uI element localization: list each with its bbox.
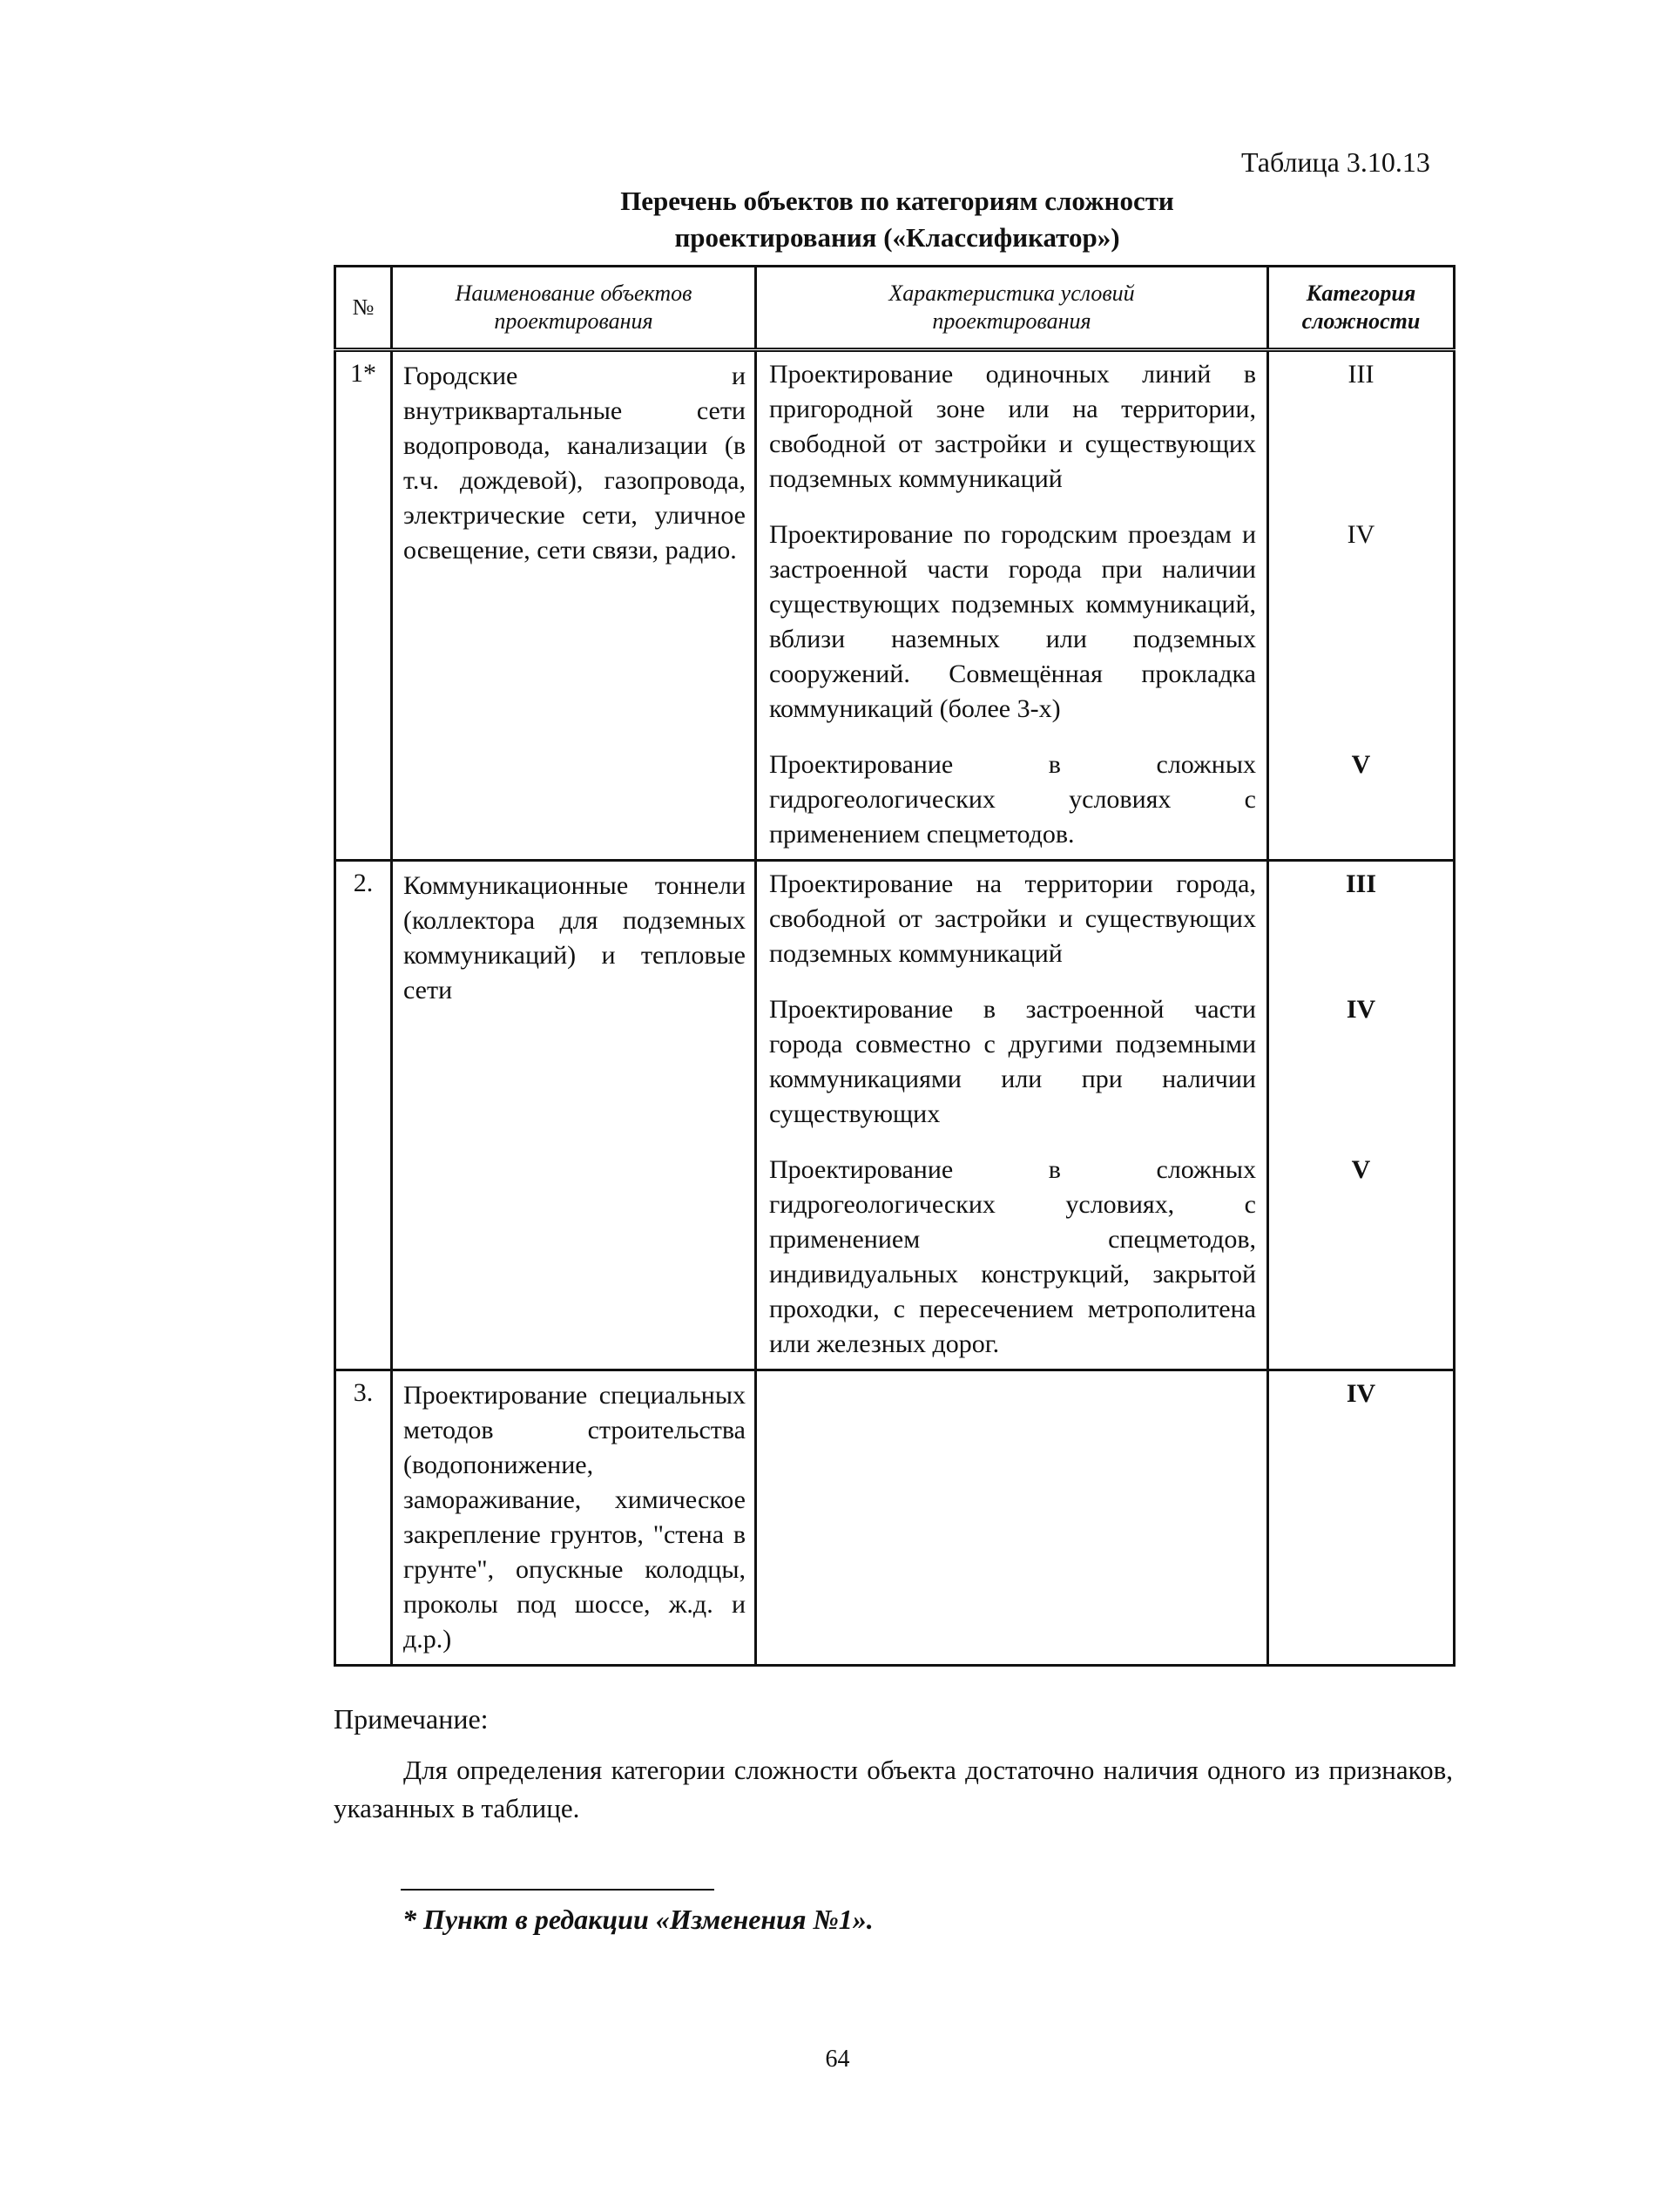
header-conditions [756, 267, 1268, 350]
page-number: 64 [825, 2046, 850, 2073]
table-row [335, 350, 1455, 861]
row-number: 3. [335, 1370, 392, 1666]
header-category-line-1: Категория [1306, 281, 1416, 306]
header-category-line-2: сложности [1301, 308, 1421, 334]
category-cell [1268, 1370, 1455, 1666]
header-conditions-line-1: Характеристика условий [888, 281, 1135, 306]
condition-text: Проектирование на территории города, свободной от застройки и существующих подземных коммуникаций [769, 869, 1256, 968]
category-cell [1268, 350, 1455, 861]
category-value: V [1351, 750, 1371, 779]
table-row [335, 861, 1455, 1370]
header-object-name-line-1: Наименование объектов [455, 281, 692, 306]
table-row [335, 1370, 1455, 1666]
category-cell [1268, 861, 1455, 1370]
classifier-table [334, 265, 1455, 1667]
row-number: 2. [335, 861, 392, 1370]
object-name: Проектирование специальных методов строительства (водопонижение, замораживание, химическое закрепление грунтов, "стена в грунте", опускные колодцы, проколы под шоссе, ж.д. и д.р.) [392, 1370, 756, 1666]
header-conditions-line-2: проектирования [932, 308, 1091, 334]
header-object-name [392, 267, 756, 350]
conditions-cell [756, 861, 1268, 1370]
footnote-divider [401, 1889, 714, 1891]
condition-text: Проектирование в сложных гидрогеологических условиях, с применением спецметодов, индивидуальных конструкций, закрытой проходки, с пересечением метрополитена или железных дорог. [769, 1155, 1256, 1358]
title-line-1: Перечень объектов по категориям сложности [620, 186, 1174, 216]
object-name: Коммуникационные тоннели (коллектора для подземных коммуникаций) и тепловые сети [392, 861, 756, 1370]
condition-text: Проектирование в сложных гидрогеологических условиях с применением спецметодов. [769, 750, 1256, 849]
condition-text: Проектирование одиночных линий в пригородной зоне или на территории, свободной от застройки и существующих подземных коммуникаций [769, 360, 1256, 493]
document-title [436, 183, 1359, 256]
header-object-name-line-2: проектирования [494, 308, 653, 334]
category-value: IV [1346, 995, 1376, 1024]
category-value: III [1347, 360, 1374, 389]
category-value: III [1345, 869, 1377, 898]
header-category [1268, 267, 1455, 350]
category-value: IV [1347, 520, 1375, 549]
row-number: 1* [335, 350, 392, 861]
table-reference: Таблица 3.10.13 [1241, 146, 1430, 178]
category-value: IV [1346, 1379, 1376, 1408]
conditions-cell [756, 1370, 1268, 1666]
footnote: * Пункт в редакции «Изменения №1». [402, 1904, 874, 1935]
condition-text: Проектирование в застроенной части города совместно с другими подземными коммуникациями или при наличии существующих [769, 995, 1256, 1128]
condition-text: Проектирование по городским проездам и застроенной части города при наличии существующих подземных коммуникаций, вблизи наземных или подземных сооружений. Совмещённая прокладка коммуникаций (более 3-х) [769, 520, 1256, 723]
header-number: № [335, 267, 392, 350]
category-value: V [1351, 1155, 1371, 1184]
object-name: Городские и внутриквартальные сети водопровода, канализации (в т.ч. дождевой), газопровода, электрические сети, уличное освещение, сети связи, радио. [392, 350, 756, 861]
title-line-2: проектирования («Классификатор») [674, 222, 1120, 253]
note-text: Для определения категории сложности объекта достаточно наличия одного из признаков, указанных в таблице. [334, 1755, 1453, 1823]
note-label: Примечание: [334, 1703, 489, 1735]
conditions-cell [756, 350, 1268, 861]
table-header-row [335, 267, 1455, 350]
